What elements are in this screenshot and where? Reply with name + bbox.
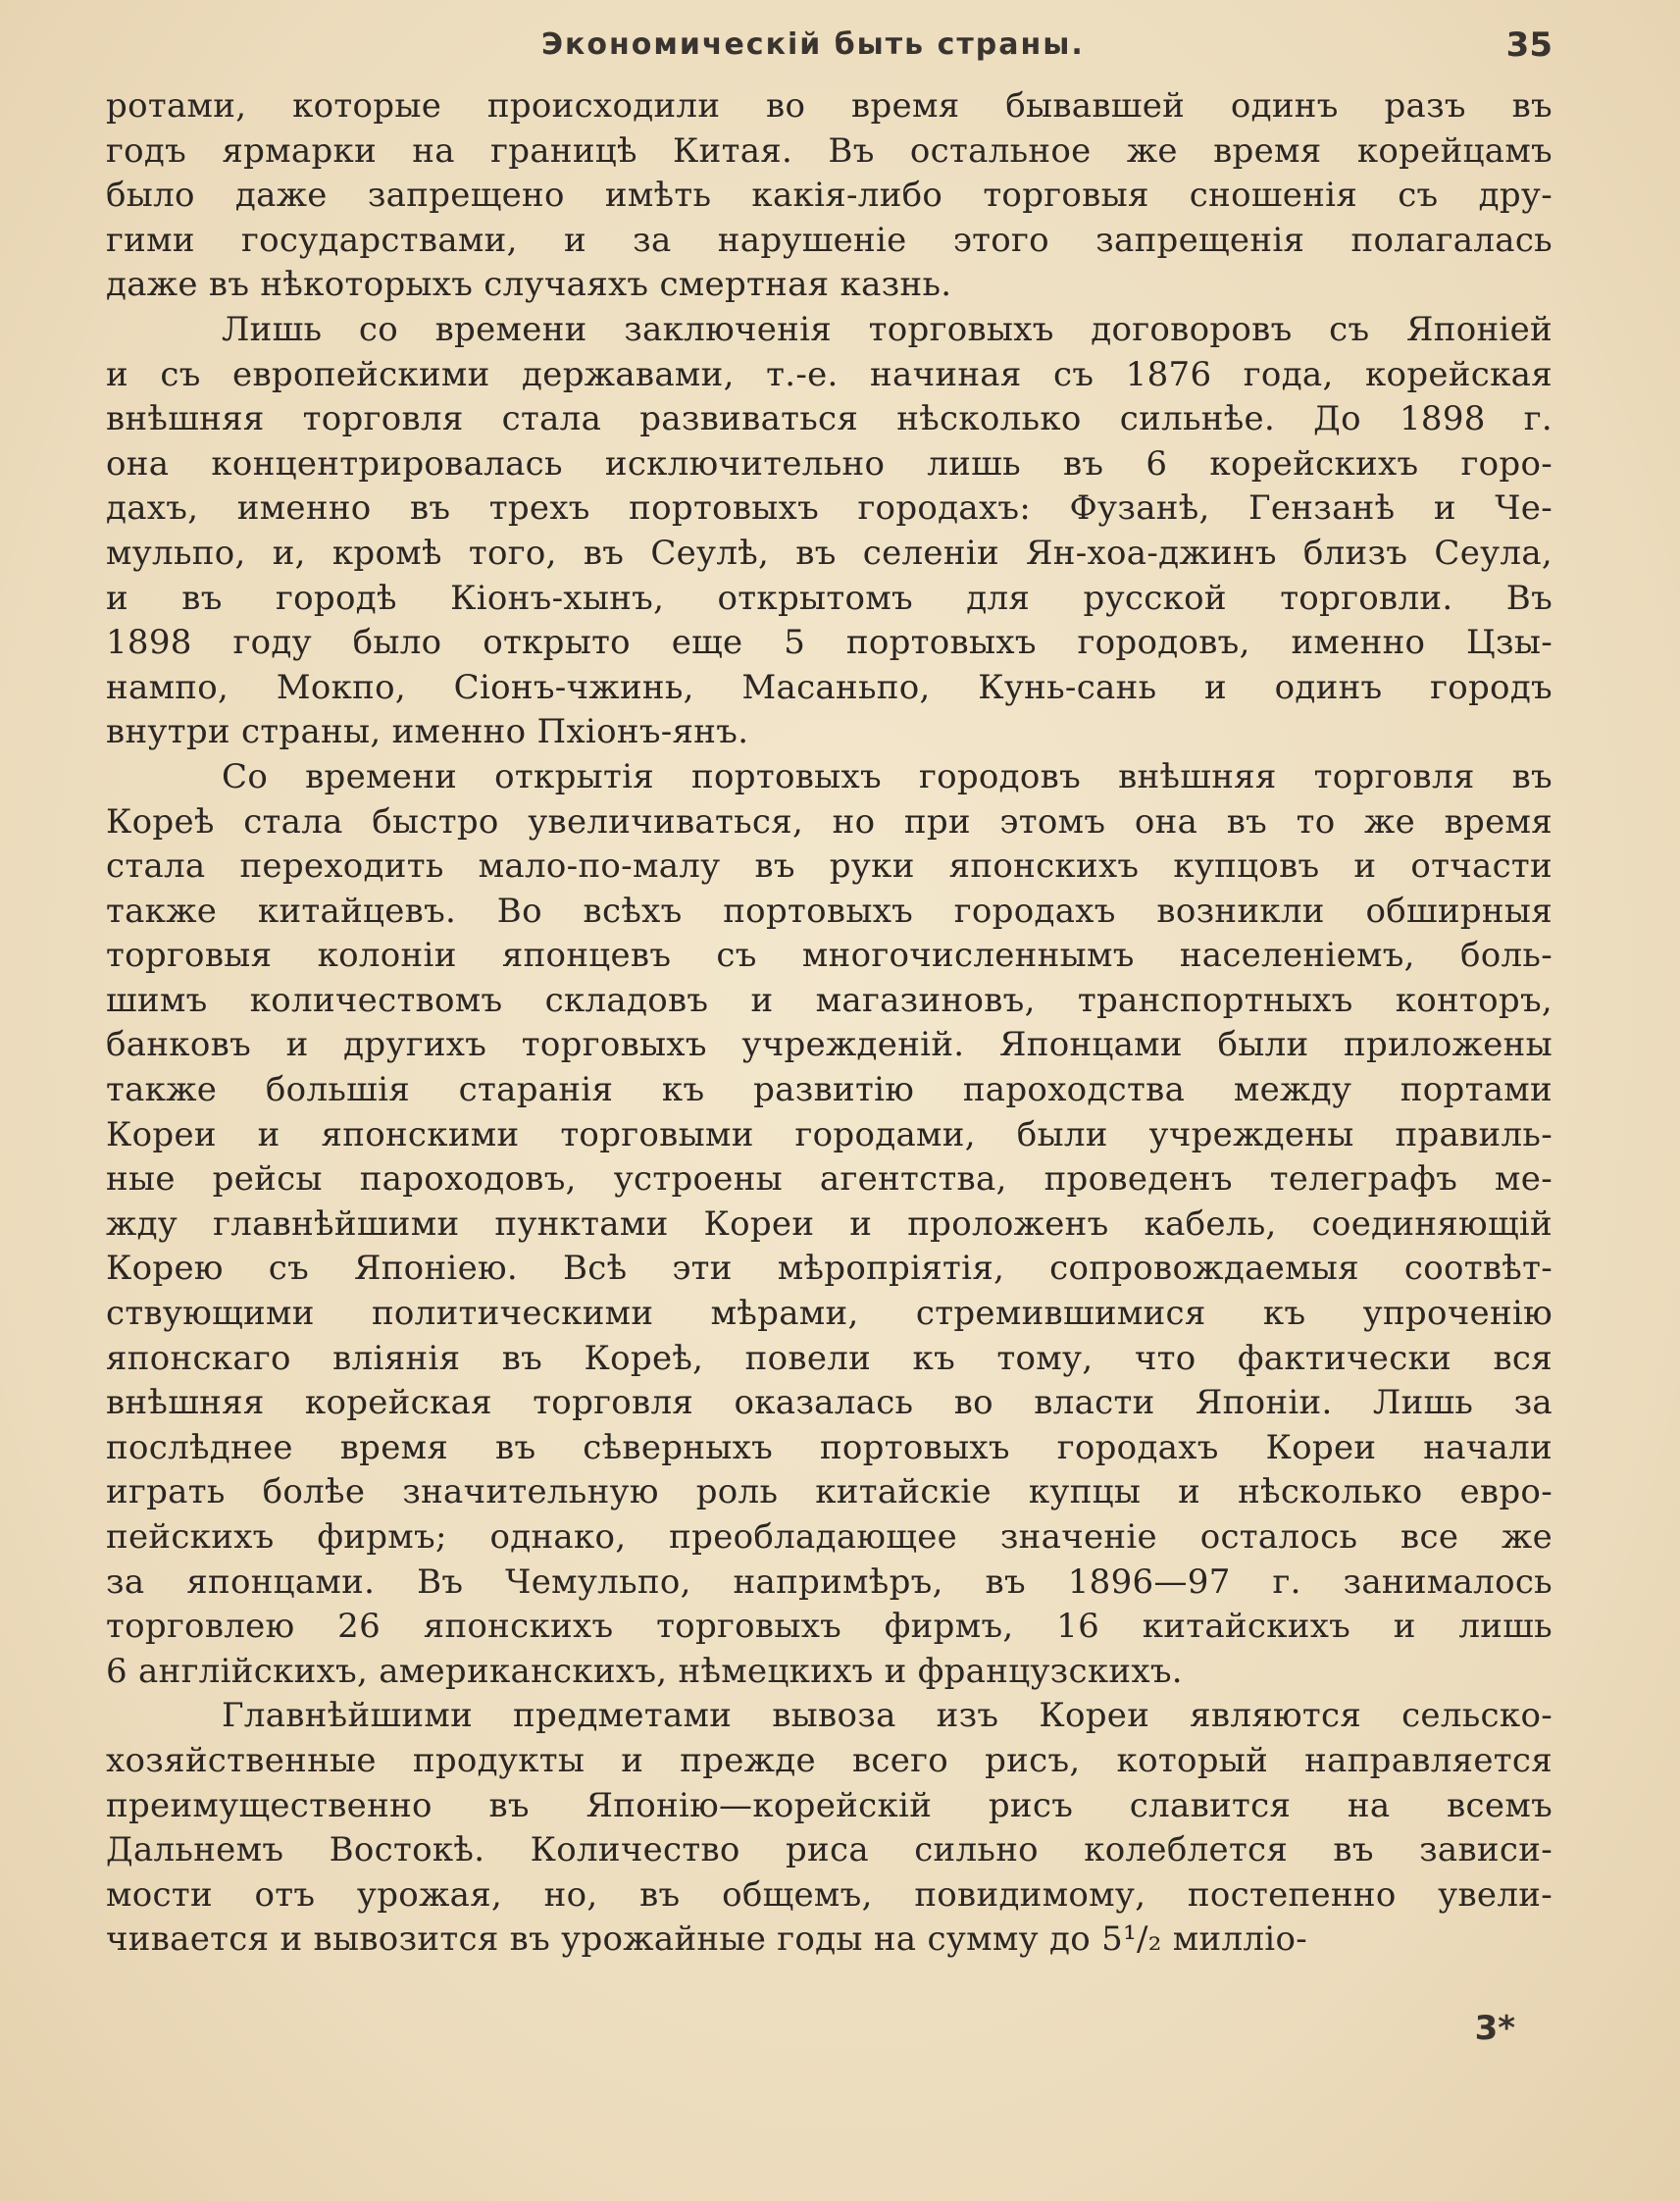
text-line: ствующими политическими мѣрами, стремившимися къ упроченію bbox=[106, 1294, 1553, 1334]
text-line: ротами, которые происходили во время бывавшей одинъ разъ въ bbox=[106, 86, 1553, 126]
text-line: Лишь со времени заключенія торговыхъ договоровъ съ Японіей bbox=[222, 309, 1553, 349]
text-line: мости отъ урожая, но, въ общемъ, повидимому, постепенно увели- bbox=[106, 1874, 1553, 1915]
paragraph bbox=[106, 84, 1553, 308]
text-line: нампо, Мокпо, Сіонъ-чжинь, Масаньпо, Кунь-сань и одинъ городъ bbox=[106, 667, 1553, 707]
text-line: также китайцевъ. Во всѣхъ портовыхъ городахъ возникли обширныя bbox=[106, 891, 1553, 931]
text-line: играть болѣе значительную роль китайскіе купцы и нѣсколько евро- bbox=[106, 1472, 1553, 1512]
running-head bbox=[106, 24, 1553, 84]
text-line: ные рейсы пароходовъ, устроены агентства, проведенъ телеграфъ ме- bbox=[106, 1159, 1553, 1200]
signature-mark: 3* bbox=[1474, 2009, 1515, 2048]
text-line: Кореѣ стала быстро увеличиваться, но при этомъ она въ то же время bbox=[106, 801, 1553, 842]
text-line: дахъ, именно въ трехъ портовыхъ городахъ: Фузанѣ, Гензанѣ и Че- bbox=[106, 488, 1553, 529]
book-page bbox=[106, 24, 1553, 2181]
paragraph bbox=[106, 1694, 1553, 1963]
text-line: Со времени открытія портовыхъ городовъ внѣшняя торговля въ bbox=[222, 756, 1553, 796]
text-line: послѣднее время въ сѣверныхъ портовыхъ городахъ Кореи начали bbox=[106, 1427, 1553, 1467]
running-title: Экономическій быть страны. bbox=[541, 27, 1085, 62]
text-line: преимущественно въ Японію—корейскій рисъ славится на всемъ bbox=[106, 1785, 1553, 1825]
text-line: она концентрировалась исключительно лишь въ 6 корейскихъ горо- bbox=[106, 443, 1553, 484]
text-line: было даже запрещено имѣть какія-либо торговыя сношенія съ дру- bbox=[106, 176, 1553, 216]
text-line: Корею съ Японіею. Всѣ эти мѣропріятія, сопровождаемыя соотвѣт- bbox=[106, 1249, 1553, 1289]
body-text bbox=[106, 84, 1553, 1963]
text-line: годъ ярмарки на границѣ Китая. Въ остальное же время корейцамъ bbox=[106, 130, 1553, 171]
text-line: стала переходить мало-по-малу въ руки японскихъ купцовъ и отчасти bbox=[106, 846, 1553, 887]
text-line: внутри страны, именно Пхіонъ-янъ. bbox=[106, 712, 749, 752]
text-line: японскаго вліянія въ Кореѣ, повели къ тому, что фактически вся bbox=[106, 1338, 1553, 1378]
text-line: Дальнемъ Востокѣ. Количество риса сильно колеблется въ зависи- bbox=[106, 1830, 1553, 1870]
text-line: Главнѣйшими предметами вывоза изъ Кореи являются сельско- bbox=[222, 1696, 1553, 1736]
text-line: торговыя колоніи японцевъ съ многочисленнымъ населеніемъ, боль- bbox=[106, 936, 1553, 976]
text-line: гими государствами, и за нарушеніе этого запрещенія полагалась bbox=[106, 220, 1553, 260]
text-line: чивается и вывозится въ урожайные годы на сумму до 5¹/₂ милліо- bbox=[106, 1919, 1308, 1960]
text-line: 6 англійскихъ, американскихъ, нѣмецкихъ и французскихъ. bbox=[106, 1651, 1183, 1691]
text-line: жду главнѣйшими пунктами Кореи и проложенъ кабель, соединяющій bbox=[106, 1203, 1553, 1244]
text-line: банковъ и другихъ торговыхъ учрежденій. Японцами были приложены bbox=[106, 1025, 1553, 1065]
text-line: даже въ нѣкоторыхъ случаяхъ смертная казнь. bbox=[106, 265, 952, 305]
paragraph bbox=[106, 308, 1553, 755]
text-line: шимъ количествомъ складовъ и магазиновъ, транспортныхъ конторъ, bbox=[106, 980, 1553, 1020]
text-line: мульпо, и, кромѣ того, въ Сеулѣ, въ селеніи Ян-хоа-джинъ близъ Сеула, bbox=[106, 533, 1553, 573]
text-line: внѣшняя торговля стала развиваться нѣсколько сильнѣе. До 1898 г. bbox=[106, 399, 1553, 439]
page-number: 35 bbox=[1505, 26, 1553, 65]
text-line: Кореи и японскими торговыми городами, были учреждены правиль- bbox=[106, 1114, 1553, 1154]
paragraph bbox=[106, 755, 1553, 1694]
text-line: за японцами. Въ Чемульпо, напримѣръ, въ 1896—97 г. занималось bbox=[106, 1561, 1553, 1602]
text-line: и въ городѣ Кіонъ-хынъ, открытомъ для русской торговли. Въ bbox=[106, 578, 1553, 618]
text-line: пейскихъ фирмъ; однако, преобладающее значеніе осталось все же bbox=[106, 1517, 1553, 1557]
text-line: торговлею 26 японскихъ торговыхъ фирмъ, 16 китайскихъ и лишь bbox=[106, 1607, 1553, 1647]
text-line: хозяйственные продукты и прежде всего рисъ, который направляется bbox=[106, 1740, 1553, 1780]
text-line: 1898 году было открыто еще 5 портовыхъ городовъ, именно Цзы- bbox=[106, 623, 1553, 663]
text-line: и съ европейскими державами, т.-е. начиная съ 1876 года, корейская bbox=[106, 354, 1553, 394]
text-line: внѣшняя корейская торговля оказалась во власти Японіи. Лишь за bbox=[106, 1383, 1553, 1423]
text-line: также большія старанія къ развитію пароходства между портами bbox=[106, 1070, 1553, 1110]
